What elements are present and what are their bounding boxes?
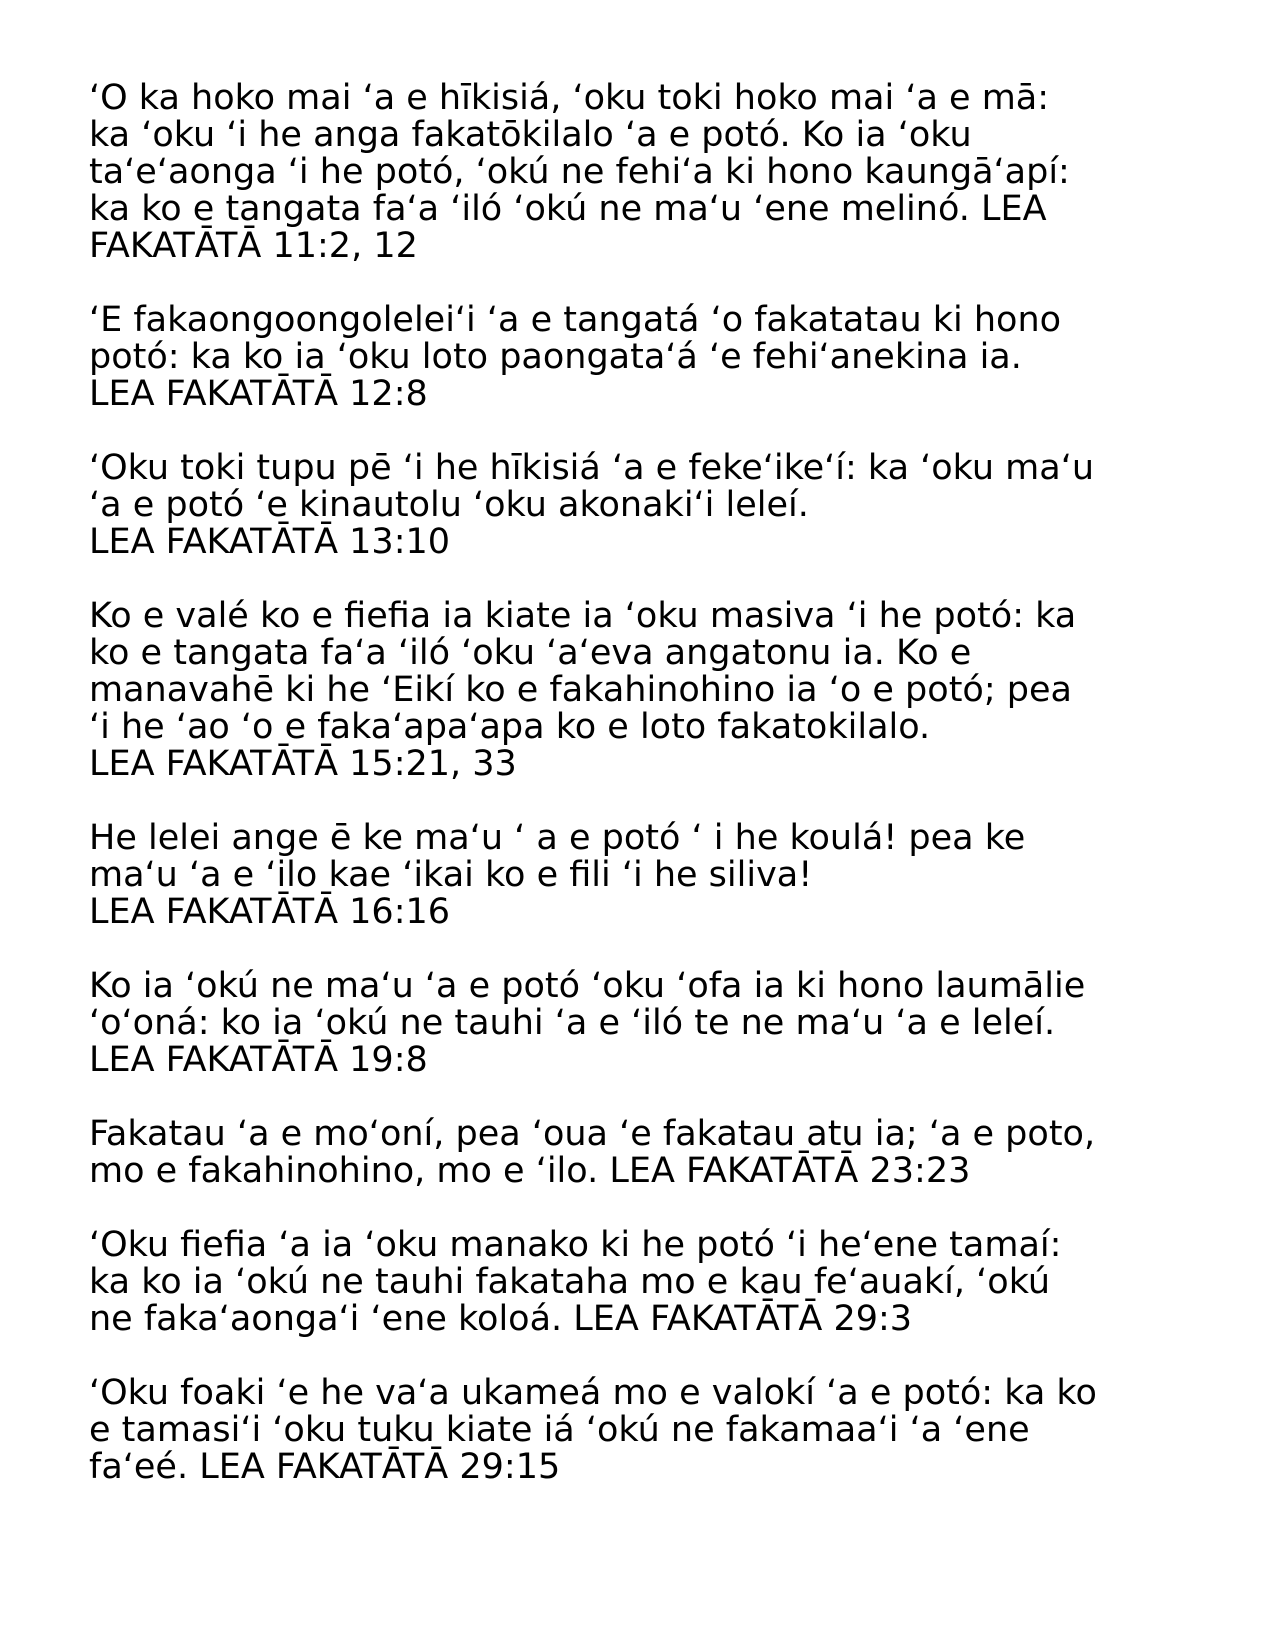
verse-paragraph: ‘O ka hoko mai ‘a e hīkisiá, ‘oku toki hoko mai ‘a e mā: ka ‘oku ‘i he anga fakatōkilalo ‘a e potó. Ko ia ‘oku ta‘e‘aonga ‘i he potó, ‘okú ne fehi‘a ki hono kaungā‘apí: ka ko e tangata fa‘a ‘iló ‘okú ne ma‘u ‘ene melinó. LEA FAKATĀTĀ 11:2, 12 — [89, 78, 1070, 266]
verse-paragraph: ‘E fakaongoongolelei‘i ‘a e tangatá ‘o fakatatau ki hono potó: ka ko ia ‘oku loto paongata‘á ‘e fehi‘anekina ia. LEA FAKATĀTĀ 12:8 — [89, 300, 1062, 414]
verse-paragraph: Ko e valé ko e fiefia ia kiate ia ‘oku masiva ‘i he potó: ka ko e tangata fa‘a ‘iló ‘oku ‘a‘eva angatonu ia. Ko e manavahē ki he ‘Eikí ko e fakahinohino ia ‘o e potó; pea ‘i he ‘ao ‘o e faka‘apa‘apa ko e loto fakatokilalo. LEA FAKATĀTĀ 15:21, 33 — [89, 596, 1077, 784]
document-page — [89, 80, 1199, 1523]
verse-paragraph: He lelei ange ē ke ma‘u ‘ a e potó ‘ i he koulá! pea ke ma‘u ‘a e ‘ilo kae ‘ikai ko e fili ‘i he siliva! LEA FAKATĀTĀ 16:16 — [89, 818, 1026, 932]
verse-paragraph: ‘Oku foaki ‘e he va‘a ukameá mo e valokí ‘a e potó: ka ko e tamasi‘i ‘oku tuku kiate iá ‘okú ne fakamaa‘i ‘a ‘ene fa‘eé. LEA FAKATĀTĀ 29:15 — [89, 1373, 1097, 1487]
verse-paragraph: Ko ia ‘okú ne ma‘u ‘a e potó ‘oku ‘ofa ia ki hono laumālie ‘o‘oná: ko ia ‘okú ne tauhi ‘a e ‘iló te ne ma‘u ‘a e leleí. LEA FAKATĀTĀ 19:8 — [89, 966, 1086, 1080]
verse-paragraph: ‘Oku fiefia ‘a ia ‘oku manako ki he potó ‘i he‘ene tamaí: ka ko ia ‘okú ne tauhi fakataha mo e kau fe‘auakí, ‘okú ne faka‘aonga‘i ‘ene koloá. LEA FAKATĀTĀ 29:3 — [89, 1225, 1062, 1339]
verse-paragraph: ‘Oku toki tupu pē ‘i he hīkisiá ‘a e feke‘ike‘í: ka ‘oku ma‘u ‘a e potó ‘e kinautolu ‘oku akonaki‘i leleí. LEA FAKATĀTĀ 13:10 — [89, 448, 1095, 562]
verse-paragraph: Fakatau ‘a e mo‘oní, pea ‘oua ‘e fakatau atu ia; ‘a e poto, mo e fakahinohino, mo e ‘ilo. LEA FAKATĀTĀ 23:23 — [89, 1114, 1096, 1191]
